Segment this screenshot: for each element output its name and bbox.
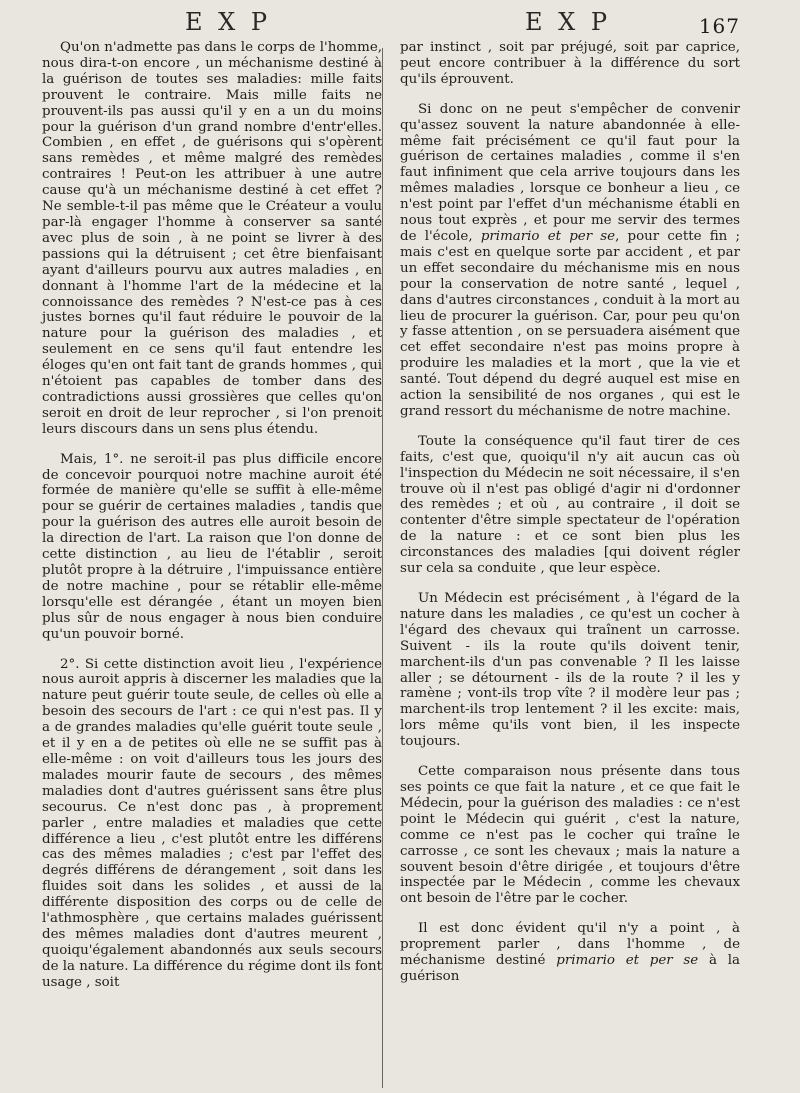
left-column <box>42 40 382 1005</box>
paragraph-text: Si donc on ne peut s'empêcher de convenir qu'assez souvent la nature abandonnée à elle-même fait précisément ce qu'il faut pour la guérison de certaines maladies , comme il s'en faut infiniment que cela arrive toujours dans les mêmes maladies , lorsque ce bonheur a lieu , ce n'est point par l'effet d'un méchanisme établi en nous tout exprès , et pour me servir des termes de l'école, <box>400 101 740 244</box>
paragraph-text: à la guérison <box>400 953 740 984</box>
paragraph <box>400 921 740 985</box>
paragraph-text: , pour cette fin ; mais c'est en quelque sorte par accident , et par un effet secondaire du méchanisme mis en nous pour la conservation de notre santé , lequel , dans d'autres circonstances , conduit à la mort au lieu de procurer la guérison. Car, pour peu qu'on y fasse attention , on se persuadera aisément que cet effet secondaire n'est pas moins propre à produire les maladies et la mort , que la vie et santé. Tout dépend du degré auquel est mise en action la sensibilité de nos organes , qui est le grand ressort du méchanisme de notre machine. <box>400 228 740 419</box>
latin-phrase: primario et per se <box>556 953 699 969</box>
latin-phrase: primario et per se <box>480 228 616 244</box>
paragraph: Qu'on n'admette pas dans le corps de l'homme, nous dira-t-on encore , un méchanisme destiné à la guérison de toutes ses maladies: mille faits prouvent le contraire. Mais mille faits ne prouvent-ils pas aussi qu'il y en a un du moins pour la guérison d'un grand nombre d'entr'elles. Combien , en effet , de guérisons qui s'opèrent sans remèdes , et même malgré des remèdes contraires ! Peut-on les attribuer à une autre cause qu'à un méchanisme destiné à cet effet ? Ne semble-t-il pas même que le Créateur a voulu par-là engager l'homme à conserver sa santé avec plus de soin , à ne point se livrer à des passions qui la détruisent ; cet être bienfaisant ayant d'ailleurs pourvu aux autres maladies , en donnant à l'homme l'art de la médecine et la connoissance des remèdes ? N'est-ce pas à ces justes bornes qu'il faut réduire le pouvoir de la nature pour la guérison des maladies , et seulement en ce sens qu'il faut entendre les éloges qu'en ont fait tant de grands hommes , qui n'étoient pas capables de tomber dans des contradictions aussi grossières que celles qu'on seroit en droit de leur reprocher , si l'on prenoit leurs discours dans un sens plus étendu. <box>42 40 382 437</box>
paragraph: Cette comparaison nous présente dans tous ses points ce que fait la nature , et ce que fait le Médecin, pour la guérison des maladies : ce n'est point le Médecin qui guérit , c'est la nature, comme ce n'est pas le cocher qui traîne le carrosse , ce sont les chevaux ; mais la nature a souvent besoin d'être dirigée , et toujours d'être inspectée par le Médecin , comme les chevaux ont besoin de l'être par le cocher. <box>400 764 740 907</box>
paragraph: Un Médecin est précisément , à l'égard de la nature dans les maladies , ce qu'est un cocher à l'égard des chevaux qui traînent un carrosse. Suivent - ils la route qu'ils doivent tenir, marchent-ils d'un pas convenable ? Il les laisse aller ; se détournent - ils de la route ? il les y ramène ; vont-ils trop vîte ? il modère leur pas ; marchent-ils trop lentement ? il les excite: mais, lors même qu'ils vont bien, il les inspecte toujours. <box>400 591 740 750</box>
right-running-head: E X P <box>525 8 612 36</box>
paragraph: 2°. Si cette distinction avoit lieu , l'expérience nous auroit appris à discerner les maladies que la nature peut guérir toute seule, de celles où elle a besoin des secours de l'art : ce qui n'est pas. Il y a de grandes maladies qu'elle guérit toute seule , et il y en a de petites où elle ne se suffit pas à elle-même : on voit d'ailleurs tous les jours des malades mourir faute de secours , des mêmes maladies dont d'autres guérissent sans être plus secourus. Ce n'est donc pas , à proprement parler , entre maladies et maladies que cette différence a lieu , c'est plutôt entre les différens cas des mêmes maladies ; c'est par l'effet des degrés différens de dérangement , soit dans les fluides soit dans les solides , et aussi de la différente disposition des corps ou de celle de l'athmosphère , que certains malades guérissent des mêmes maladies dont d'autres meurent , quoiqu'également abandonnés aux seuls secours de la nature. La différence du régime dont ils font usage , soit <box>42 656 382 990</box>
page-number: 167 <box>698 14 740 38</box>
column-divider <box>382 48 383 1088</box>
paragraph: Mais, 1°. ne seroit-il pas plus difficile encore de concevoir pourquoi notre machine auroit été formée de manière qu'elle se suffit à elle-même pour se guérir de certaines maladies , tandis que pour la guérison des autres elle auroit besoin de la direction de l'art. La raison que l'on donne de cette distinction , au lieu de l'établir , seroit plutôt propre à la détruire , l'impuissance entière de notre machine , pour se rétablir elle-même lorsqu'elle est dérangée , étant un moyen bien plus sûr de nous engager à nous bien conduire qu'un pouvoir borné. <box>42 451 382 642</box>
paragraph <box>400 102 740 420</box>
paragraph-text: Il est donc évident qu'il n'y a point , à proprement parler , dans l'homme , de méchanisme destiné <box>400 921 740 969</box>
paragraph: par instinct , soit par préjugé, soit par caprice, peut encore contribuer à la différence du sort qu'ils éprouvent. <box>400 40 740 87</box>
right-column <box>400 40 740 999</box>
paragraph: Toute la conséquence qu'il faut tirer de ces faits, c'est que, quoiqu'il n'y ait aucun cas où l'inspection du Médecin ne soit nécessaire, il s'en trouve où il n'est pas obligé d'agir ni d'ordonner des remèdes ; et où , au contraire , il doit se contenter d'être simple spectateur de l'opération de la nature : et ce sont bien plus les circonstances des maladies [qui doivent régler sur cela sa conduite , que leur espèce. <box>400 433 740 577</box>
left-running-head: E X P <box>185 8 272 36</box>
